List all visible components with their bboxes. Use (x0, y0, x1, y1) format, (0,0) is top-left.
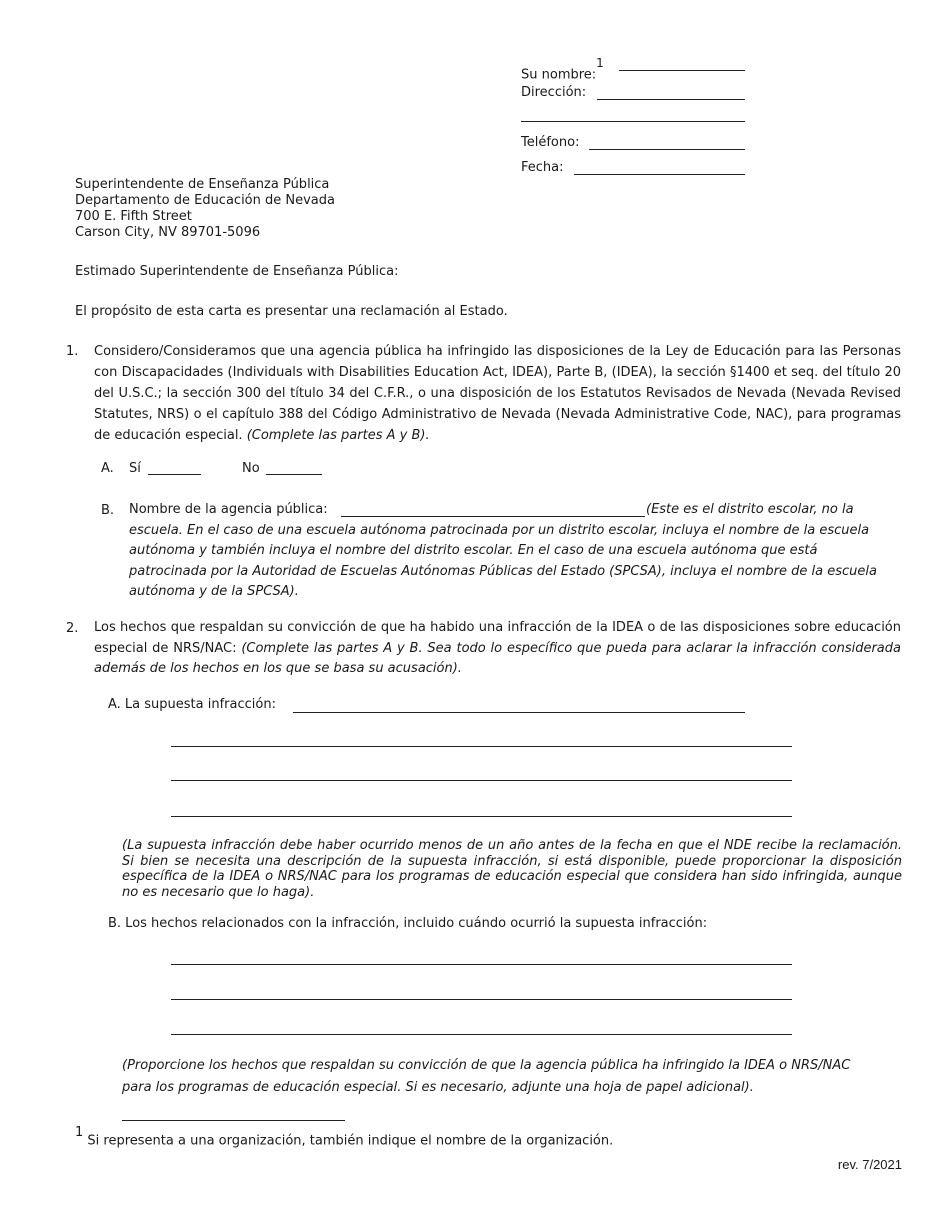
recipient-line: Carson City, NV 89701-5096 (75, 225, 261, 240)
yes-label: Sí (129, 461, 141, 476)
sender-address-label: Dirección: (521, 85, 587, 100)
purpose-statement: El propósito de esta carta es presentar una reclamación al Estado. (75, 304, 508, 319)
item-2a-field[interactable] (293, 712, 745, 713)
footnote (75, 1125, 614, 1149)
item-2a-line-2[interactable] (171, 780, 792, 781)
recipient-line: Superintendente de Enseñanza Pública (75, 177, 330, 192)
sender-address-field-2[interactable] (521, 121, 745, 122)
footnote-ref: 1 (596, 56, 604, 70)
item-2a-line-1[interactable] (171, 746, 792, 747)
item-2a-note: (La supuesta infracción debe haber ocurrido menos de un año antes de la fecha en que el NDE recibe la reclamación. Si bien se necesita una descripción de la supuesta infracción, si está disponible, puede proporcionar la disposición específica de la IDEA o NRS/NAC para los programas de educación especial que considera han sido infringida, aunque no es necesario que lo haga). (122, 838, 902, 900)
sender-date-field[interactable] (574, 174, 745, 175)
sender-address-field[interactable] (597, 99, 745, 100)
item-2b-label: B. Los hechos relacionados con la infracción, incluido cuándo ocurrió la supuesta infracción: (108, 916, 708, 931)
item-1b-letter: B. (101, 503, 115, 518)
agency-note: (Este es el distrito escolar, no la escuela. En el caso de una escuela autónoma patrocinada por un distrito escolar, incluya el nombre de la escuela autónoma y también incluya el nombre del distrito escolar. En el caso de una escuela autónoma que está patrocinada por la Autoridad de Escuelas Autónomas Públicas del Estado (SPCSA), incluya el nombre de la escuela autónoma y de la SPCSA). (129, 502, 877, 599)
salutation: Estimado Superintendente de Enseñanza Pública: (75, 264, 399, 279)
item-1-number: 1. (66, 344, 79, 359)
item-2a-label: A. La supuesta infracción: (108, 697, 276, 712)
revision-date: rev. 7/2021 (837, 1157, 902, 1172)
recipient-line: 700 E. Fifth Street (75, 209, 192, 224)
item-2b-line-1[interactable] (171, 964, 792, 965)
sender-phone-field[interactable] (589, 149, 745, 150)
item-2b-note: (Proporcione los hechos que respaldan su convicción de que la agencia pública ha infringido la IDEA o NRS/NAC para los programas de educación especial. Si es necesario, adjunte una hoja de papel adicional). (122, 1058, 851, 1095)
footnote-marker: 1 (75, 1125, 84, 1140)
recipient-line: Departamento de Educación de Nevada (75, 193, 335, 208)
no-label: No (242, 461, 260, 476)
no-field[interactable] (266, 474, 322, 475)
item-1a-letter: A. (101, 461, 114, 476)
item-2b-line-3[interactable] (171, 1034, 792, 1035)
item-2-number: 2. (66, 621, 79, 636)
recipient-address (75, 177, 335, 241)
item-2a-line-3[interactable] (171, 816, 792, 817)
sender-name-field[interactable] (619, 70, 745, 71)
item-2-text: Los hechos que respaldan su convicción de que ha habido una infracción de la IDEA o de las disposiciones sobre educación especial de NRS/NAC: (Complete las partes A y B. Sea todo lo específico que pueda para aclarar la infracción considerada además de los hechos en los que se basa su acusación). (94, 620, 901, 676)
sender-name-label: Su nombre:$^1$ (521, 56, 604, 83)
item-1-text: Considero/Consideramos que una agencia pública ha infringido las disposiciones de la Ley de Educación para las Personas con Discapacidades (Individuals with Disabilities Education Act, IDEA), Parte B, (IDEA), la sección §1400 et seq. del título 20 del U.S.C.; la sección 300 del título 34 del C.F.R., o una disposición de los Estatutos Revisados de Nevada (Nevada Revised Statutes, NRS) o el capítulo 388 del Código Administrativo de Nevada (Nevada Administrative Code, NAC), para programas de educación especial. (Complete las partes A y B). (94, 344, 901, 443)
footnote-separator (122, 1120, 345, 1121)
footnote-text: Si representa a una organización, también indique el nombre de la organización. (87, 1133, 614, 1149)
yes-field[interactable] (148, 474, 201, 475)
item-2b-line-2[interactable] (171, 999, 792, 1000)
item-2-instruction: (Complete las partes A y B. Sea todo lo específico que pueda para aclarar la infracción considerada además de los hechos en los que se basa su acusación). (94, 640, 901, 676)
agency-name-label: Nombre de la agencia pública: (129, 502, 328, 517)
sender-date-label: Fecha: (521, 160, 564, 175)
sender-phone-label: Teléfono: (521, 135, 580, 150)
item-1-instruction: (Complete las partes A y B). (246, 428, 430, 443)
